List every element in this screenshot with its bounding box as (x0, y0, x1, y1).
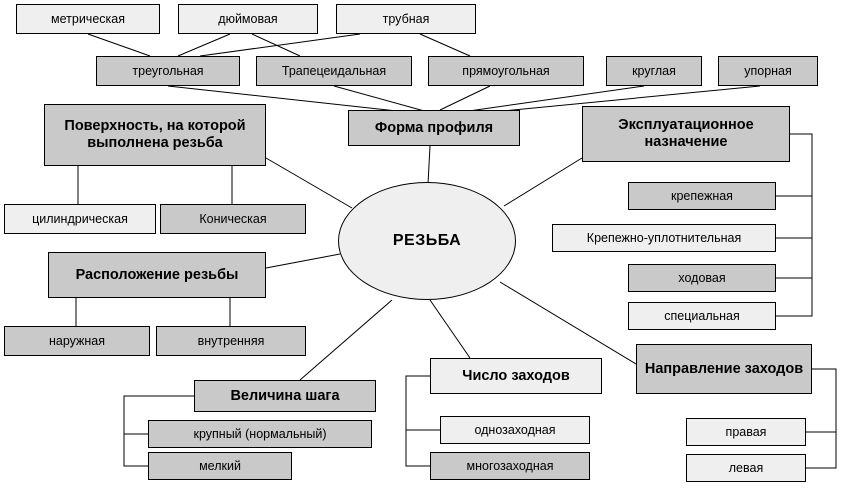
diagram-center-node (338, 182, 516, 300)
diagram-node-round (606, 56, 702, 86)
diagram-node-label: мелкий (199, 458, 241, 473)
diagram-node-label: Число заходов (462, 367, 570, 384)
diagram-node-label: упорная (744, 63, 792, 78)
diagram-node-fastening (628, 182, 776, 210)
diagram-node-special (628, 302, 776, 330)
diagram-node-label: наружная (48, 333, 106, 348)
diagram-node-label: прямоугольная (462, 63, 550, 78)
diagram-node-cylindrical (4, 204, 156, 234)
connector-line (504, 158, 582, 206)
diagram-node-starts (430, 358, 602, 394)
center-node-label: РЕЗЬБА (392, 232, 462, 249)
diagram-node-label: правая (725, 424, 767, 439)
diagram-node-purpose (582, 106, 790, 162)
diagram-node-label: Величина шага (230, 387, 340, 404)
connector-line (266, 158, 352, 208)
diagram-node-label: Направление заходов (644, 360, 804, 377)
diagram-node-metric (16, 4, 160, 34)
connector-line (334, 86, 428, 112)
diagram-node-label: Эксплуатационное назначение (618, 117, 754, 150)
diagram-node-label: ходовая (678, 270, 726, 285)
diagram-node-location (48, 252, 266, 298)
connector-line (178, 34, 230, 56)
connector-line (252, 34, 300, 56)
diagram-node-label: Трапецеидальная (281, 63, 387, 78)
connector-line (500, 282, 636, 364)
diagram-node-label: левая (728, 460, 764, 475)
diagram-node-label: Поверхность, на которой выполнена резьба (64, 118, 246, 151)
diagram-node-inch (178, 4, 318, 34)
diagram-node-label: внутренняя (197, 333, 265, 348)
diagram-node-multi (430, 452, 590, 480)
diagram-node-profile (348, 110, 520, 146)
connector-line (266, 254, 340, 268)
diagram-node-label: трубная (382, 11, 430, 26)
diagram-node-pitch (194, 380, 376, 412)
connector-line (430, 300, 470, 358)
diagram-node-rectangular (428, 56, 584, 86)
diagram-node-external (4, 326, 150, 356)
diagram-node-label: цилиндрическая (32, 211, 128, 226)
diagram-node-conical (160, 204, 306, 234)
connector-line (200, 34, 360, 56)
diagram-node-fastseal (552, 224, 776, 252)
diagram-node-label: дюймовая (218, 11, 278, 26)
diagram-node-label: специальная (664, 308, 740, 323)
connector-line (88, 34, 150, 56)
connector-line (420, 34, 470, 56)
diagram-node-direction (636, 344, 812, 394)
connector-line (406, 376, 430, 466)
connector-line (428, 146, 430, 184)
diagram-node-label: метрическая (51, 11, 125, 26)
diagram-node-label: многозаходная (466, 458, 554, 473)
diagram-node-label: треугольная (132, 63, 204, 78)
diagram-node-left (686, 454, 806, 482)
diagram-node-label: крепежная (671, 188, 733, 203)
diagram-node-right (686, 418, 806, 446)
diagram-node-label: круглая (632, 63, 676, 78)
diagram-node-buttress (718, 56, 818, 86)
connector-line (300, 300, 392, 380)
diagram-node-label: Коническая (199, 211, 267, 226)
diagram-node-label: Форма профиля (374, 119, 494, 136)
diagram-node-pipe (336, 4, 476, 34)
diagram-node-label: крупный (нормальный) (193, 426, 327, 441)
diagram-node-running (628, 264, 776, 292)
diagram-node-label: Крепежно-уплотнительная (586, 230, 742, 245)
diagram-node-fine (148, 452, 292, 480)
diagram-node-trapezoidal (256, 56, 412, 86)
diagram-node-label: однозаходная (474, 422, 556, 437)
diagram-node-triangular (96, 56, 240, 86)
diagram-node-single (440, 416, 590, 444)
diagram-node-label: Расположение резьбы (75, 266, 239, 283)
diagram-node-coarse (148, 420, 372, 448)
diagram-node-internal (156, 326, 306, 356)
connector-line (440, 86, 490, 110)
diagram-node-surface (44, 104, 266, 166)
